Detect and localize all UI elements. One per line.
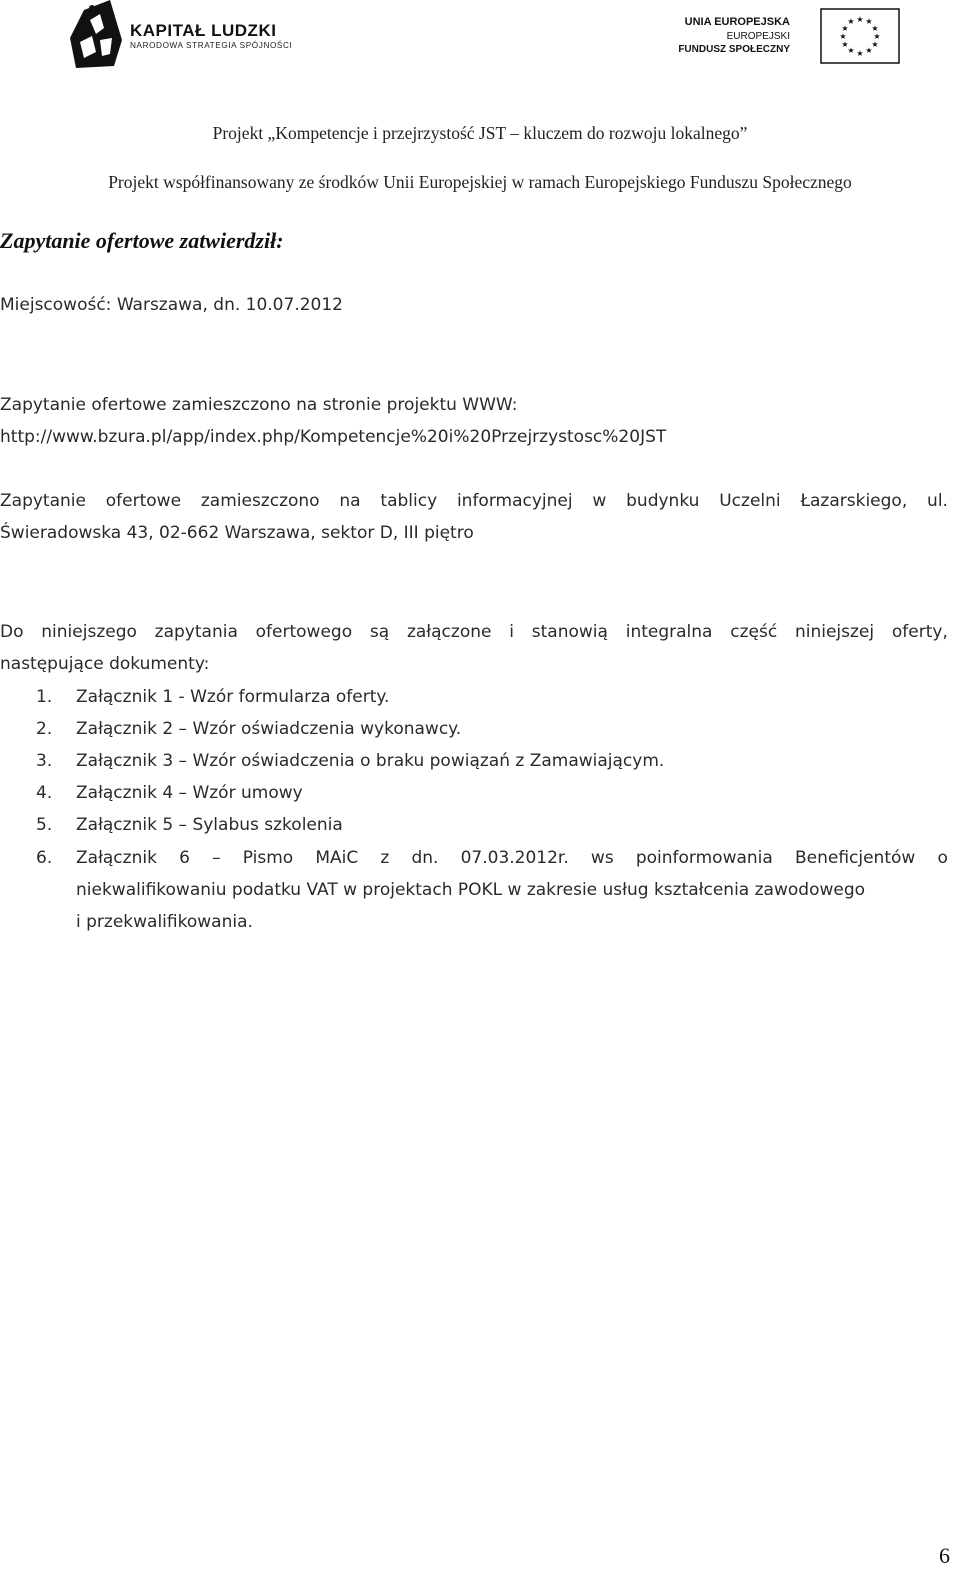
word: Uczelni	[719, 491, 781, 511]
word: zapytania	[154, 622, 238, 642]
svg-text:★: ★	[873, 32, 881, 41]
word: są	[369, 622, 390, 642]
list-item-6-line1	[76, 842, 948, 874]
list-number: 3.	[36, 751, 53, 771]
word: MAiC	[315, 848, 359, 868]
word: informacyjnej	[456, 491, 573, 511]
word: –	[212, 848, 221, 868]
word: Do	[0, 622, 24, 642]
list-number: 4.	[36, 783, 53, 803]
word: ofertowe	[105, 491, 182, 511]
eu-logo	[678, 8, 900, 68]
list-number: 1.	[36, 687, 53, 707]
svg-text:★: ★	[839, 32, 847, 41]
list-number: 6.	[36, 848, 53, 868]
eu-logo-line1: UNIA EUROPEJSKA	[684, 16, 790, 28]
word: Beneficjentów	[794, 848, 916, 868]
word: niniejszego	[41, 622, 137, 642]
word: Załącznik	[76, 848, 157, 868]
approved-heading: Zapytanie ofertowe zatwierdził:	[0, 228, 284, 253]
logo-subtitle: NARODOWA STRATEGIA SPÓJNOŚCI	[130, 41, 293, 50]
attachments-intro-line1	[0, 616, 948, 648]
cofinancing-note: Projekt współfinansowany ze środków Unii Europejskiej w ramach Europejskiego Funduszu Społecznego	[108, 172, 852, 192]
list-number: 5.	[36, 815, 53, 835]
svg-text:★: ★	[841, 24, 849, 33]
word: Zapytanie	[0, 491, 86, 511]
svg-text:★: ★	[871, 24, 879, 33]
svg-text:★: ★	[847, 17, 855, 26]
word: stanowią	[531, 622, 608, 642]
project-title: Projekt „Kompetencje i przejrzystość JST – kluczem do rozwoju lokalnego”	[212, 123, 748, 143]
place-date: Miejscowość: Warszawa, dn. 10.07.2012	[0, 295, 343, 315]
list-item-6-line2: niekwalifikowaniu podatku VAT w projektach POKL w zakresie usług kształcenia zawodowego	[76, 880, 866, 900]
word: ul.	[927, 491, 948, 511]
logo-title: KAPITAŁ LUDZKI	[130, 21, 277, 40]
posted-web-text: Zapytanie ofertowe zamieszczono na stronie projektu WWW:	[0, 395, 518, 415]
attachments-intro-line2: następujące dokumenty:	[0, 654, 210, 674]
word: dn.	[411, 848, 439, 868]
svg-text:★: ★	[856, 15, 864, 24]
svg-text:★: ★	[871, 40, 879, 49]
list-item-6-line3: i przekwalifikowania.	[76, 912, 253, 932]
word: niniejszej	[794, 622, 875, 642]
list-text: Załącznik 4 – Wzór umowy	[76, 783, 303, 803]
word: część	[730, 622, 778, 642]
page-number: 6	[939, 1543, 950, 1568]
svg-text:★: ★	[865, 46, 873, 55]
word: 07.03.2012r.	[460, 848, 569, 868]
word: budynku	[626, 491, 700, 511]
project-url-link[interactable]: http://www.bzura.pl/app/index.php/Kompetencje%20i%20Przejrzystosc%20JST	[0, 427, 667, 447]
eu-flag-icon	[820, 8, 900, 64]
word: poinformowania	[635, 848, 773, 868]
kapital-ludzki-logo	[70, 0, 310, 72]
word: Pismo	[242, 848, 294, 868]
word: integralna	[625, 622, 713, 642]
list-text: Załącznik 1 - Wzór formularza oferty.	[76, 687, 390, 707]
word: załączone	[406, 622, 492, 642]
word: ws	[590, 848, 614, 868]
list-text: Załącznik 3 – Wzór oświadczenia o braku powiązań z Zamawiającym.	[76, 751, 665, 771]
word: w	[592, 491, 607, 511]
word: ofertowego	[255, 622, 353, 642]
svg-text:★: ★	[841, 40, 849, 49]
eu-logo-line2: EUROPEJSKI	[726, 31, 790, 42]
word: 6	[179, 848, 190, 868]
kapital-ludzki-emblem-icon	[70, 0, 128, 70]
word: o	[937, 848, 948, 868]
word: z	[380, 848, 390, 868]
word: oferty,	[891, 622, 948, 642]
board-paragraph-line1	[0, 485, 948, 517]
svg-text:★: ★	[865, 17, 873, 26]
list-number: 2.	[36, 719, 53, 739]
word: zamieszczono	[200, 491, 320, 511]
word: i	[509, 622, 514, 642]
word: tablicy	[380, 491, 438, 511]
svg-text:★: ★	[847, 46, 855, 55]
eu-logo-line3: FUNDUSZ SPOŁECZNY	[678, 44, 790, 55]
svg-text:★: ★	[856, 49, 864, 58]
board-paragraph-line2: Świeradowska 43, 02-662 Warszawa, sektor D, III piętro	[0, 523, 474, 543]
list-text: Załącznik 5 – Sylabus szkolenia	[76, 815, 343, 835]
word: Łazarskiego,	[800, 491, 908, 511]
list-text: Załącznik 2 – Wzór oświadczenia wykonawcy.	[76, 719, 462, 739]
word: na	[339, 491, 361, 511]
